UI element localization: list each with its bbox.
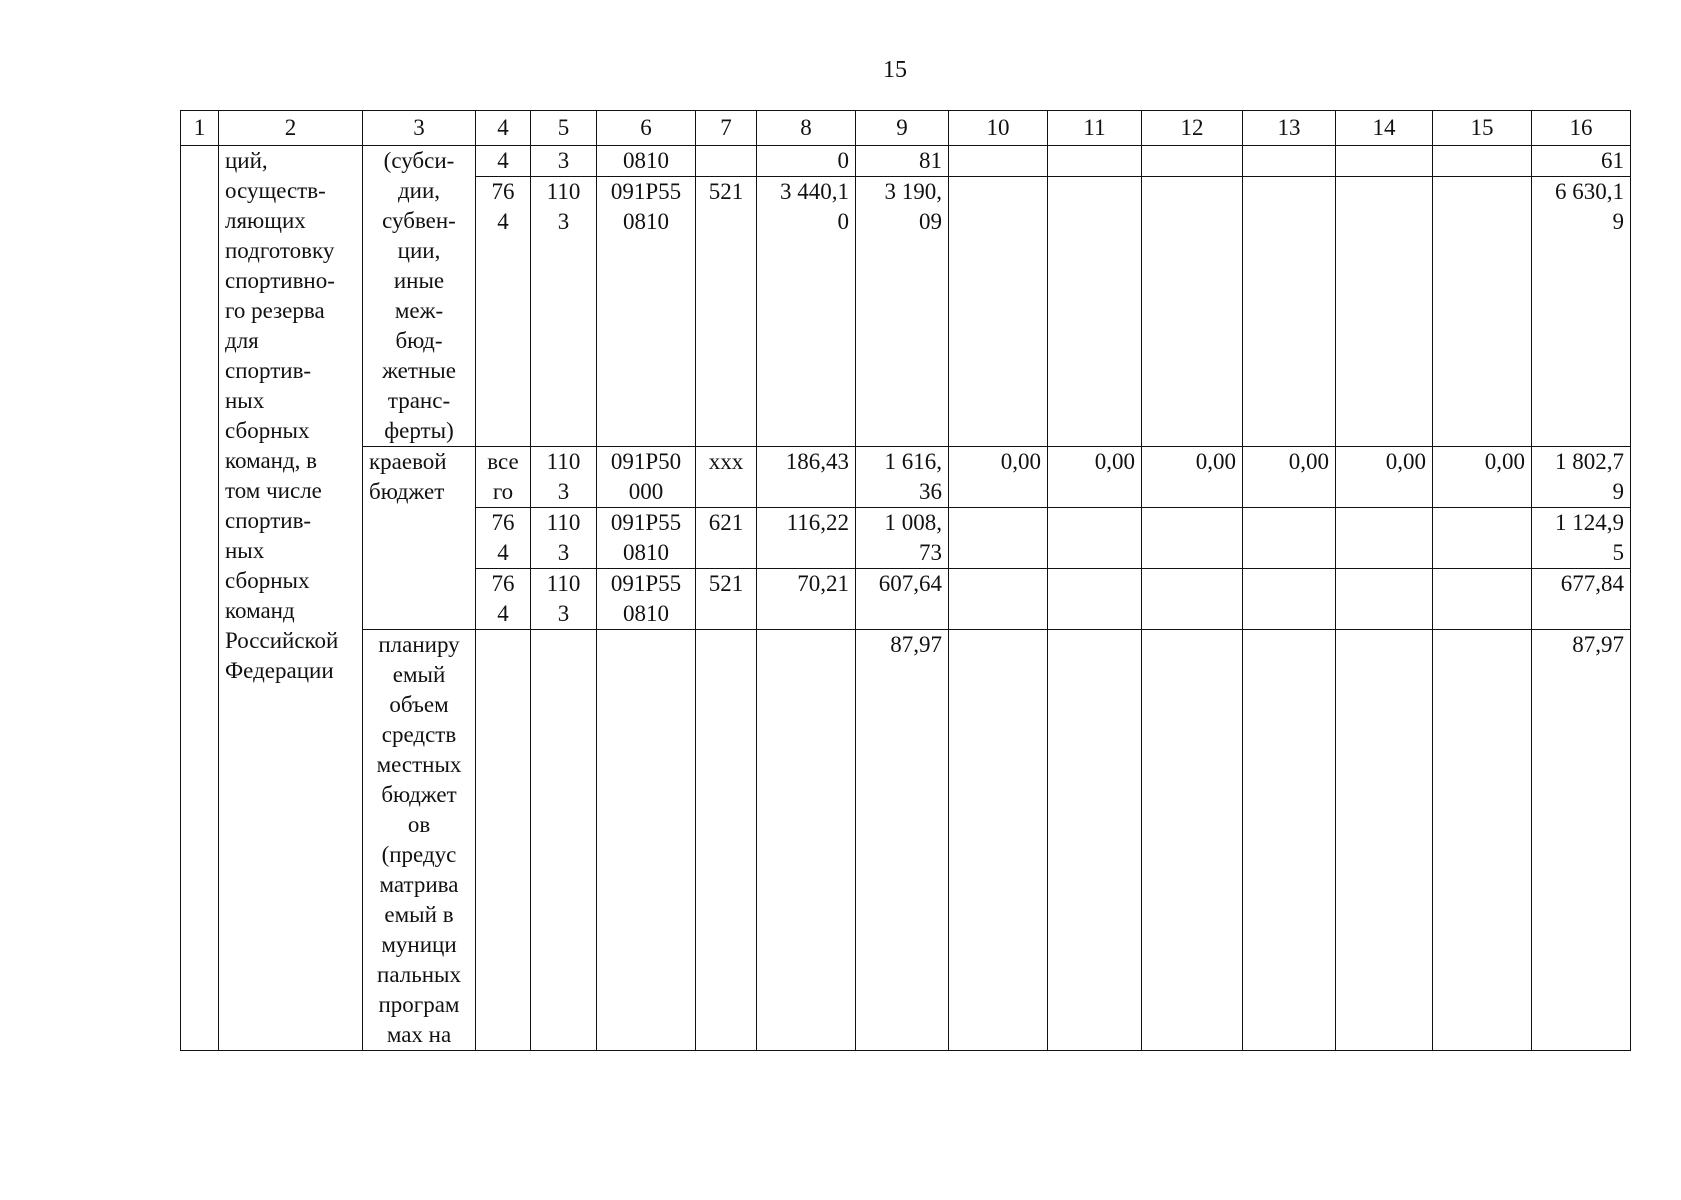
table-cell: 3 190, 09 [856,177,949,447]
header-cell: 8 [757,111,856,146]
table-cell: 091P55 0810 [597,508,696,569]
table-cell: 621 [696,508,757,569]
table-cell [1336,569,1433,630]
table-cell: 116,22 [757,508,856,569]
table-cell: 0,00 [1048,447,1142,508]
header-cell: 3 [363,111,476,146]
table-cell: 1 124,9 5 [1532,508,1631,569]
table-cell: 607,64 [856,569,949,630]
table-cell: 76 4 [476,177,531,447]
table-cell [1336,146,1433,177]
header-cell: 4 [476,111,531,146]
table-cell: 3 440,1 0 [757,177,856,447]
table-cell [949,569,1048,630]
header-cell: 13 [1243,111,1336,146]
table-cell: 0810 [597,146,696,177]
funding-source-cell: (субси- дии, субвен- ции, иные меж- бюд- жетные транс- ферты) [363,146,476,447]
table-cell: 87,97 [1532,630,1631,1051]
table-cell: 0,00 [1336,447,1433,508]
header-cell: 15 [1433,111,1532,146]
table-cell [949,146,1048,177]
header-cell: 11 [1048,111,1142,146]
table-cell [476,630,531,1051]
table-cell: 1 802,7 9 [1532,447,1631,508]
table-cell [597,630,696,1051]
funding-source-cell: планиру емый объем средств местных бюджет ов (предус матрива емый в муници пальных програм мах на [363,630,476,1051]
table-cell [696,146,757,177]
table-cell [949,508,1048,569]
table-cell [1433,508,1532,569]
header-cell: 10 [949,111,1048,146]
table-cell: 70,21 [757,569,856,630]
table-cell [757,630,856,1051]
table-cell [1048,508,1142,569]
row-number-cell [181,146,219,1051]
table-cell [949,630,1048,1051]
budget-table [180,110,1631,1051]
table-cell [1048,569,1142,630]
table-cell: 0,00 [949,447,1048,508]
table-cell: 0,00 [1243,447,1336,508]
table-cell: 091P55 0810 [597,569,696,630]
table-cell [1433,630,1532,1051]
table-cell: 81 [856,146,949,177]
table-cell [1142,569,1243,630]
table-row [181,630,1631,1051]
table-cell [1142,630,1243,1051]
table-cell [1048,630,1142,1051]
table-cell: 521 [696,177,757,447]
table-cell [696,630,757,1051]
table-cell: 186,43 [757,447,856,508]
table-cell: все го [476,447,531,508]
table-cell: 0,00 [1433,447,1532,508]
table-cell: 76 4 [476,508,531,569]
table-cell [1048,146,1142,177]
table-cell: 091P55 0810 [597,177,696,447]
page-number: 15 [883,57,907,83]
header-cell: 16 [1532,111,1631,146]
table-cell [1243,569,1336,630]
table-cell [1048,177,1142,447]
table-cell: 87,97 [856,630,949,1051]
table-cell: 1 616, 36 [856,447,949,508]
table-cell: 110 3 [531,508,597,569]
header-cell: 2 [219,111,363,146]
table-cell: 0 [757,146,856,177]
table-cell: ххх [696,447,757,508]
table-cell: 61 [1532,146,1631,177]
table-cell: 6 630,1 9 [1532,177,1631,447]
header-cell: 9 [856,111,949,146]
header-cell: 12 [1142,111,1243,146]
table-cell: 110 3 [531,569,597,630]
table-cell [1243,630,1336,1051]
table-cell: 0,00 [1142,447,1243,508]
table-cell [1243,508,1336,569]
header-cell: 5 [531,111,597,146]
table-cell [1142,146,1243,177]
header-cell: 1 [181,111,219,146]
table-cell [1433,569,1532,630]
table-cell: 3 [531,146,597,177]
header-cell: 6 [597,111,696,146]
funding-source-cell: краевой бюджет [363,447,476,630]
description-cell: ций, осуществ- ляющих подготовку спортивно- го резерва для спортив- ных сборных команд, в том числе спортив- ных сборных команд Российской Федерации [219,146,363,1051]
table-cell [1433,177,1532,447]
table-cell: 110 3 [531,447,597,508]
table-cell: 110 3 [531,177,597,447]
table-row [181,146,1631,177]
table-cell [1142,177,1243,447]
table-cell [1336,508,1433,569]
table-cell [1336,177,1433,447]
table-cell [1433,146,1532,177]
table-cell: 1 008, 73 [856,508,949,569]
table-cell [1243,146,1336,177]
table-cell: 091P50 000 [597,447,696,508]
table-row [181,447,1631,508]
table-cell [531,630,597,1051]
header-row [181,111,1631,146]
header-cell: 7 [696,111,757,146]
table-cell [1142,508,1243,569]
table-cell [1336,630,1433,1051]
table-cell [949,177,1048,447]
header-cell: 14 [1336,111,1433,146]
table-cell: 76 4 [476,569,531,630]
table-cell: 677,84 [1532,569,1631,630]
table-cell: 521 [696,569,757,630]
table-cell [1243,177,1336,447]
table-cell: 4 [476,146,531,177]
